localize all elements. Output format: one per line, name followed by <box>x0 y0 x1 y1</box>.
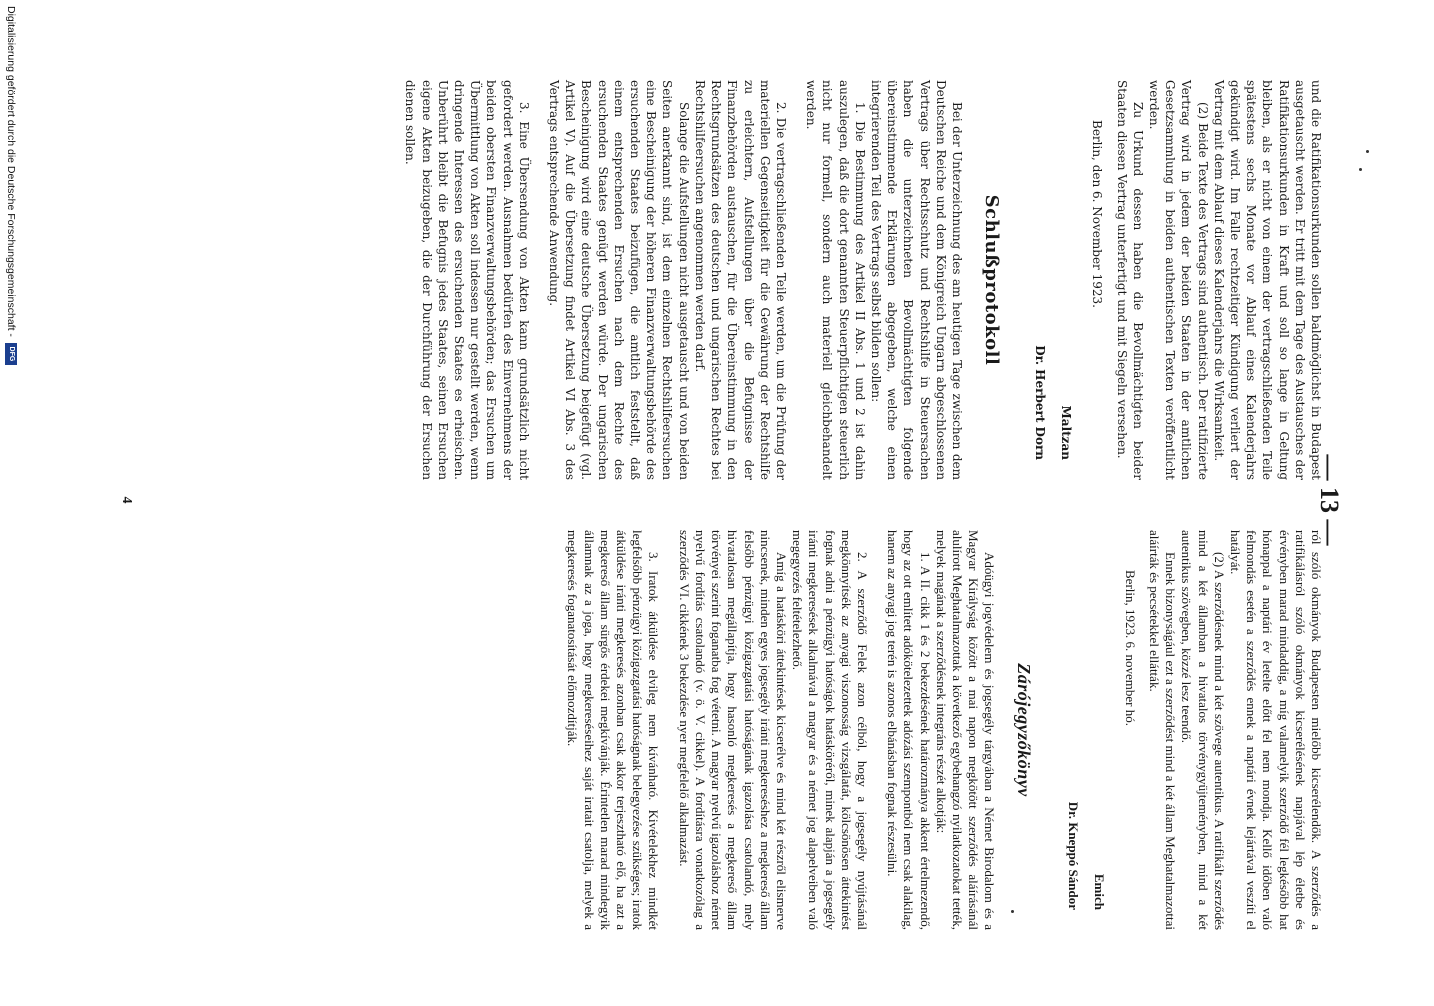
scan-speck <box>1359 168 1362 171</box>
german-text-column <box>402 80 1324 480</box>
signatory-dorn: Dr. Herbert Dorn <box>1033 345 1048 460</box>
german-article-end: und die Ratifikationsurkunden sollen baldmöglichst in Budapest ausgetauscht werden. Er tritt mit dem Tage des Austausches der Ratifikationsurkunden in Kraft und soll so lange in Geltung bleiben, als er nicht von einem der vertragschließenden Teile spätestens sechs Monate vor Ablauf eines Kalenderjahrs gekündigt wird. Im Falle rechtzeitiger Kündigung verliert der Vertrag mit dem Ablauf dieses Kalenderjahrs die Wirksamkeit. <box>1211 80 1323 480</box>
spacer <box>662 530 676 930</box>
sheet-number: 4 <box>119 496 134 504</box>
german-point-3: 3. Eine Übersendung von Akten kann grundsätzlich nicht gefordert werden. Ausnahmen bedürfen des Einvernehmens der beiden obersten Finanzverwaltungsbehörden; das Ersuchen um Übermittlung von Akten soll indessen nur gestellt werden, wenn dringende Interessen des ersuchenden Staates es erheischen. Unberührt bleibt die Befugnis jedes Staates, seinen Ersuchen eigene Akten beizugeben, die der Durchführung der Ersuchen dienen sollen. <box>403 80 531 480</box>
hungarian-signatures <box>1062 530 1110 930</box>
hungarian-attestation: Ennek bizonyságául ezt a szerződést mind a két állam Meghatalmazottai aláírták és pecsétekkel ellátták. <box>1146 530 1179 930</box>
spacer <box>532 80 546 480</box>
hungarian-place-date: Berlin, 1923. 6. november hó. <box>1122 570 1138 726</box>
hungarian-point-2: 2. A szerződő Felek azon célból, hogy a jogsegély nyújtásánál megkönnyítsék az anyagi viszonosság vizsgálatát, kölcsönösen áttekintést fognak adni a pénzügyi hatóságok hatásköréről, minek alapján a jogsegély iránti megkeresések alkalmával a magyar és a német jog alapelveiben való megegyezés feltételezhető. <box>790 530 870 930</box>
german-signatures <box>1029 80 1077 480</box>
hungarian-point-2-continued: Amíg a hatásköri áttekintések kicserélve és mind két részről elismerve nincsenek, minden egyes jogsegély iránti megkereséshez a megkereső állam felsőbb pénzügyi közigazgatási hatóságának igazolása csatolandó, mely hivatalosan megállapítja, hogy hasonló megkeresés a megkereső állam törvényei szerint foganatba fog vétetni. A magyar nyelvű igazoláshoz német nyelvű fordítás csatolandó (v. ö. V. cikkel). A fordításra vonatkozólag a szerződés VI. cikkének 3 bekezdése nyer megfelelő alkalmazást. <box>676 530 789 930</box>
scan-speck <box>1366 150 1369 153</box>
credit-text: Digitalisierung gefördert durch die Deutsche Forschungsgemeinschaft - <box>5 6 17 337</box>
hungarian-point-3: 3. Iratok átküldése elvileg nem kívánható. Kivételekhez mindkét legfelsőbb pénzügyi közigazgatási hatóságnak belegyezése szükséges; iratok átküldése iránti megkeresés azonban csak akkor terjesztható elő, ha azt a megkereső állam sürgős érdekei megkívánják. Érintetlen marad mindegyik államnak az a joga, hogy megkereséseihez saját iratait csatolja, melyek a megkeresés foganatosítását előmozdítják. <box>565 530 662 930</box>
german-point-2-continued: Solange die Aufstellungen nicht ausgetauscht und von beiden Seiten anerkannt sind, ist dem einzelnen Rechtshilfeersuchen eine Bescheinigung der höheren Finanzverwaltungsbehörde des ersuchenden Staates beizufügen, die amtlich feststellt, daß einem entsprechenden Ersuchen nach dem Rechte des ersuchenden Staates genügt werden würde. Der ungarischen Bescheinigung wird eine deutsche Übersetzung beigefügt (vgl. Artikel V). Auf die Übersetzung findet Artikel VI Abs. 3 des Vertrags entsprechende Anwendung. <box>547 80 691 480</box>
hungarian-point-1: 1. A II. cikk 1 és 2 bekezdésének határozmánya akkent értelmezendő, hogy az ott említett adókötelezettek adózási szempontból nem csak alakilag, hanem az anyagi jog terén is azonos elbánásban fognak részesülni. <box>885 530 933 930</box>
dfg-logo-icon: DFG <box>5 343 17 365</box>
german-protocol-intro: Bei der Unterzeichnung des am heutigen Tage zwischen dem Deutschen Reiche und dem Königreich Ungarn abgeschlossenen Vertrags über Rechtsschutz und Rechtshilfe in Steuersachen haben die unterzeichneten Bevollmächtigten folgende übereinstimmende Erklärungen abgegeben, welche einen integrierenden Teil des Vertrags selbst bilden sollen: <box>868 80 964 480</box>
digitization-credit <box>0 0 22 1006</box>
hungarian-text-column <box>564 530 1324 930</box>
hungarian-authentic-texts: (2) A szerződésnek mind a két szövege autentikus. A ratifikált szerződés mind a két államban a hivatalos törvénygyüjteményben, mind a két autentikus szövegben, közzé lesz teendő. <box>1179 530 1227 930</box>
signatory-maltzan: Maltzan <box>1059 405 1074 460</box>
german-place-date: Berlin, den 6. November 1923. <box>1090 120 1105 308</box>
spacer <box>789 80 803 480</box>
german-authentic-texts: (2) Beide Texte des Vertrags sind authentisch. Der ratifizierte Vertrag wird in jedem der beiden Staaten in der amtlichen Gesetzsammlung in beiden authentischen Texten veröffentlicht werden. <box>1146 80 1210 480</box>
page-number: — 13 — <box>1315 454 1344 546</box>
german-point-1: 1. Die Bestimmung des Artikel II Abs. 1 und 2 ist dahin auszulegen, daß die dort genannten Steuerpflichtigen steuerlich nicht nur formell, sondern auch materiell gleichbehandelt werden. <box>804 80 867 480</box>
spacer <box>870 530 884 930</box>
hungarian-protocol-intro: Adóügyi jogvédelem és jogsegély tárgyában a Német Birodalom és a Magyar Királyság között a mai napon megkötött szerződés aláírásánál alulírott Meghatalmazottak a következő egybehangzó nyilatkozatokat tették, melyek magának a szerződésnek integráns részét alkotják: <box>933 530 998 930</box>
hungarian-article-end: ról szóló okmányok Budapesten mielőbb kicserélendők. A szerződés a ratifikálásról szóló okmányok kicserélésének napjával lép életbe és érvényben marad mindaddig, a míg valamelyik szerződő fél legkésőbb hat hónappal a naptári év letelte előtt fel nem mondja. Kellő időben való felmondás esetén a szerződés ennek a naptári évnek lejártával veszíti el hatályát. <box>1227 530 1324 930</box>
signatory-emich: Emich <box>1091 873 1107 910</box>
german-attestation: Zu Urkund dessen haben die Bevollmächtigten beider Staaten diesen Vertrag unterfertigt und mit Siegeln versehen. <box>1114 80 1145 480</box>
hungarian-protocol-heading: Zárójegyzőkönyv <box>1013 663 1034 797</box>
scan-speck <box>1011 910 1014 913</box>
german-protocol-heading: Schlußprotokoll <box>981 194 1003 366</box>
signatory-kneppo: Dr. Kneppó Sándor <box>1065 801 1081 910</box>
german-point-2: 2. Die vertragschließenden Teile werden, um die Prüfung der materiellen Gegenseitigkeit für die Gewährung der Rechtshilfe zu erleichtern, Aufstellungen über die Befugnisse der Finanzbehörden austauschen, für die Übereinstimmung in den Rechtsgrundsätzen des deutschen und ungarischen Rechtes bei Rechtshilfeersuchen angenommen werden darf. <box>692 80 788 480</box>
